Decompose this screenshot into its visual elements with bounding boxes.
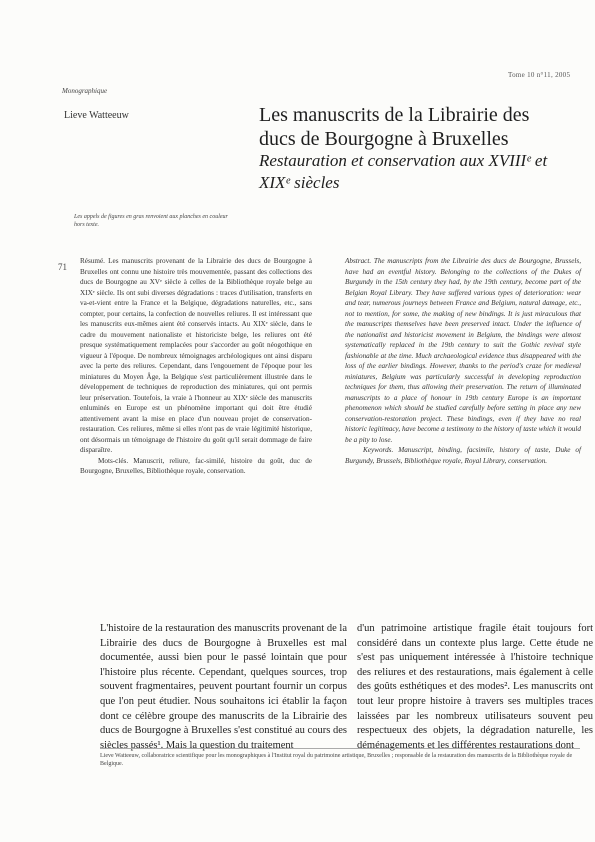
article-subtitle: Restauration et conservation aux XVIIIᵉ et XIXᵉ siècles [259,151,548,192]
section-label: Monographique [62,87,108,95]
body-text-right: d'un patrimoine artistique fragile était toujours fort considéré dans un contexte plus large. Cette étude ne s'est pas uniquement intéressée à l'histoire technique des reliures et des restaurations, mais également à celle des goûts esthétiques et des modes². Les manuscrits ont tout leur propre histoire à travers ses multiples traces laissées par les nombreux utilisateurs souvent peu respectueux des objets, la dégradation naturelle, les déménagements et les différentes restaurations dont [357,623,593,751]
resume-column [80,256,312,477]
author-name: Lieve Watteeuw [64,110,129,121]
resume-keywords: Mots-clés. Manuscrit, reliure, fac-similé, histoire du goût, duc de Bourgogne, Bruxelles, Bibliothèque royale, conservation. [80,456,312,475]
abstract-text: Abstract. The manuscripts from the Librairie des ducs de Bourgogne, Brussels, have had an eventful history. Belonging to the collections of the Dukes of Burgundy in the 15th century they had, by the 19th century, become part of the Belgian Royal Library. They have suffered various types of deterioration: wear and tear, numerous journeys between France and Belgium, natural damage, etc., not to mention, for some, the making of new bindings. It is just miraculous that the manuscripts themselves have been preserved intact. Under the influence of the nationalist and historicist movement in Belgium, the bindings were almost systematically replaced in the 19th century to suit the Gothic revival style fashionable at the time. Much archaeological evidence thus disappeared with the loss of the earlier bindings. However, thanks to the period's craze for medieval miniatures, Belgium was particularly successful in developing reproduction techniques for them, thus allowing their preservation. The return of illuminated manuscripts to a place of honour in 19th century Europe is an important phenomenon which should be studied carefully before setting in place any new conservation-restoration project. These bindings, even if they have no real historic legitimacy, have become a testimony to the history of taste which it would be a pity to lose. [345,257,581,444]
body-text-left: L'histoire de la restauration des manuscrits provenant de la Librairie des ducs de Bourgogne à Bruxelles est mal documentée, aussi bien pour le passé lointain que pour l'histoire plus récente. Cependant, quelques sources, trop souvent fragmentaires, peuvent pourtant fournir un corpus que l'on peut étudier. Nous souhaitons ici établir la façon dont ce célèbre groupe des manuscrits de la Librairie des ducs de Bourgogne à Bruxelles s'est constitué au cours des siècles passés¹. Mais la question du traitement [100,623,347,751]
page-number: 71 [58,262,67,272]
resume-text: Résumé. Les manuscrits provenant de la Librairie des ducs de Bourgogne à Bruxelles ont connu une histoire très mouvementée, passant des collections des ducs de Bourgogne au XVᵉ siècle à celles de la Bibliothèque royale belge au XIXᵉ siècle. Ils ont subi diverses dégradations : traces d'utilisation, transferts en va-et-vient entre la France et la Belgique, dégradations naturelles, etc., sans compter, pour certains, la confection de nouvelles reliures. Il est intéressant que les manuscrits eux-mêmes aient été conservés intacts. Au XIXᵉ siècle, dans le cadre du mouvement nationaliste et historiciste belge, les reliures ont été presque systématiquement remplacées pour s'accorder au goût néogothique en vigueur à l'époque. De nombreux témoignages archéologiques ont ainsi disparu avec la perte des reliures. Cependant, dans l'engouement de l'époque pour les miniatures du Moyen Âge, la Belgique s'est particulièrement illustrée dans le développement de techniques de reproduction des miniatures, qui ont permis leur préservation. Toutefois, la vraie à l'honneur au XIXᵉ siècle des manuscrits enluminés en Europe est un phénomène important qui doit être étudié attentivement avant la mise en place d'un nouveau projet de conservation-restauration. Ces reliures, même si elles n'ont pas de vraie légitimité historique, ont désormais un témoignage de l'histoire du goût qu'il serait dommage de faire disparaître. [80,257,312,454]
author-footnote: Lieve Watteeuw, collaboratrice scientifique pour les monographiques à l'Institut royal du patrimoine artistique, Bruxelles ; responsable de la restauration des manuscrits de la Bibliothèque royale de Belgique. [100,753,573,767]
article-title: Les manuscrits de la Librairie des ducs de Bourgogne à Bruxelles [259,104,530,150]
abstract-keywords: Keywords. Manuscript, binding, facsimile, history of taste, Duke of Burgundy, Brussels, Bibliothèque royale, Royal Library, conservation. [345,446,581,465]
issue-reference: Tome 10 n°11, 2005 [508,71,571,79]
figure-note: Les appels de figures en gras renvoient aux planches en couleur hors texte. [74,214,228,228]
footnote-divider [100,748,580,749]
abstract-column [345,256,581,466]
